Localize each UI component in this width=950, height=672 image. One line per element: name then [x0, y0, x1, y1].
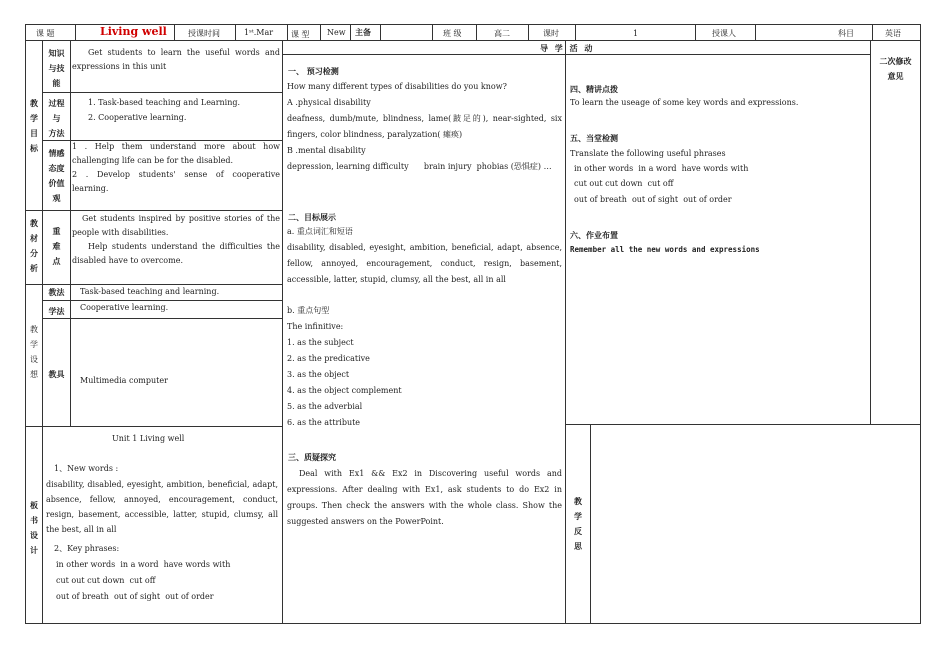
side-label-goals: 教 学 目 标 — [30, 99, 38, 153]
side-label-board: 板 书 设 计 — [30, 501, 38, 555]
section-4-title: 四、精讲点拨 — [570, 85, 618, 94]
section-1-a-text: deafness, dumb/mute, blindness, lame(跛足的), near-sighted, six fingers, color blindness, paralyzation( 瘫痪) — [287, 114, 562, 139]
section-5-line-2: in other words in a word have words with — [574, 164, 749, 173]
section-2-b: b. 重点句型 — [287, 306, 330, 315]
emotion-text-1: 1 . Help them understand more about how challenging life can be for the disabled. — [72, 142, 280, 165]
header-label-topic: 课 题 — [36, 29, 55, 38]
header-label-subject: 科目 — [838, 29, 854, 38]
header-type-value: New — [327, 28, 346, 37]
section-2-a-text: disability, disabled, eyesight, ambition, beneficial, adapt, absence, fellow, annoyed, encouragement, conduct, resign, basement, accessible, latter, stupid, clumsy, all the best, all in all — [287, 243, 562, 284]
board-phrases-head: 2、Key phrases: — [54, 544, 120, 553]
section-1-a: A .physical disability — [287, 98, 371, 107]
key-points-label: 重 难 点 — [52, 227, 61, 266]
header-period-value: 1 — [633, 29, 639, 38]
header-date: 1ˢᵗ.Mar — [244, 28, 274, 37]
tools-text: Multimedia computer — [80, 376, 168, 385]
board-phrase-2: cut out cut down cut off — [56, 576, 156, 585]
section-1-title: 一、 预习检测 — [288, 67, 339, 76]
study-label: 学法 — [48, 307, 65, 316]
header-label-preparer: 主备 — [355, 28, 371, 37]
section-5-line-4: out of breath out of sight out of order — [574, 195, 732, 204]
section-2-title: 二、目标展示 — [288, 213, 336, 222]
guide-heading: 导 学 活 动 — [540, 44, 595, 53]
process-text-2: 2. Cooperative learning. — [88, 113, 187, 122]
side-label-design: 教 学 设 想 — [30, 325, 38, 379]
section-5-line-1: Translate the following useful phrases — [570, 149, 726, 158]
section-6-title: 六、作业布置 — [570, 231, 618, 240]
header-label-teacher: 授课人 — [712, 29, 736, 38]
method-text: Task-based teaching and learning. — [80, 287, 220, 296]
header-label-class: 班 级 — [443, 29, 462, 38]
header-label-time: 授课时间 — [188, 29, 220, 38]
section-5-line-3: cut out cut down cut off — [574, 179, 674, 188]
section-5-title: 五、当堂检测 — [570, 134, 618, 143]
key-points-text-1: Get students inspired by positive stories of the people with disabilities. — [72, 214, 280, 237]
side-label-analysis: 教 材 分 析 — [30, 219, 38, 273]
section-4-text: To learn the useage of some key words and expressions. — [570, 98, 799, 107]
grammar-item: 2. as the predicative — [287, 354, 370, 363]
header-class-value: 高二 — [494, 29, 510, 38]
board-words-head: 1、New words : — [54, 464, 119, 473]
board-title: Unit 1 Living well — [112, 434, 185, 443]
emotion-label: 情感 态度 价值 观 — [48, 149, 65, 203]
grammar-item: 1. as the subject — [287, 338, 354, 347]
side-label-reflection: 教 学 反 思 — [574, 497, 582, 551]
knowledge-label: 知识 与技 能 — [48, 49, 65, 88]
header-label-type: 课 型 — [291, 30, 310, 39]
section-3-title: 三、质疑探究 — [288, 453, 336, 462]
board-phrase-3: out of breath out of sight out of order — [56, 592, 214, 601]
header-subject-value: 英语 — [885, 29, 901, 38]
process-label: 过程 与 方法 — [48, 99, 65, 138]
method-label: 教法 — [48, 288, 65, 297]
section-1-b: B .mental disability — [287, 146, 366, 155]
key-points-text-2: Help students understand the difficulties the disabled have to overcome. — [72, 242, 280, 265]
section-2-infinitive: The infinitive: — [287, 322, 344, 331]
section-1-question: How many different types of disabilities do you know? — [287, 82, 507, 91]
section-2-a: a. 重点词汇和短语 — [287, 227, 353, 236]
emotion-text-2: 2 . Develop students' sense of cooperative learning. — [72, 170, 280, 193]
grammar-item: 4. as the object complement — [287, 386, 402, 395]
board-words: disability, disabled, eyesight, ambition, beneficial, adapt, absence, fellow, annoyed, encouragement, conduct, resign, basement, accessible, latter, stupid, clumsy, all the best, all in all — [46, 480, 278, 534]
study-text: Cooperative learning. — [80, 303, 169, 312]
knowledge-text: Get students to learn the useful words and expressions in this unit — [72, 48, 280, 71]
grammar-item: 6. as the attribute — [287, 418, 361, 427]
board-phrase-1: in other words in a word have words with — [56, 560, 231, 569]
section-6-text: Remember all the new words and expressions — [570, 245, 760, 254]
grammar-item: 5. as the adverbial — [287, 402, 363, 411]
section-1-b-text: depression, learning difficulty brain injury phobias (恐惧症) … — [287, 162, 552, 171]
section-3-text: Deal with Ex1 && Ex2 in Discovering useful words and expressions. After dealing with Ex1, ask students to do Ex2 in groups. Then check the answers with the whole class. Show the suggested answers on the PowerPoint. — [287, 469, 562, 526]
revision-heading: 二次修改 意见 — [879, 57, 912, 81]
grammar-item: 3. as the object — [287, 370, 350, 379]
header-label-period: 课时 — [543, 29, 559, 38]
lesson-title: Living well — [100, 25, 167, 38]
process-text-1: 1. Task-based teaching and Learning. — [88, 98, 241, 107]
tools-label: 教具 — [48, 370, 65, 379]
